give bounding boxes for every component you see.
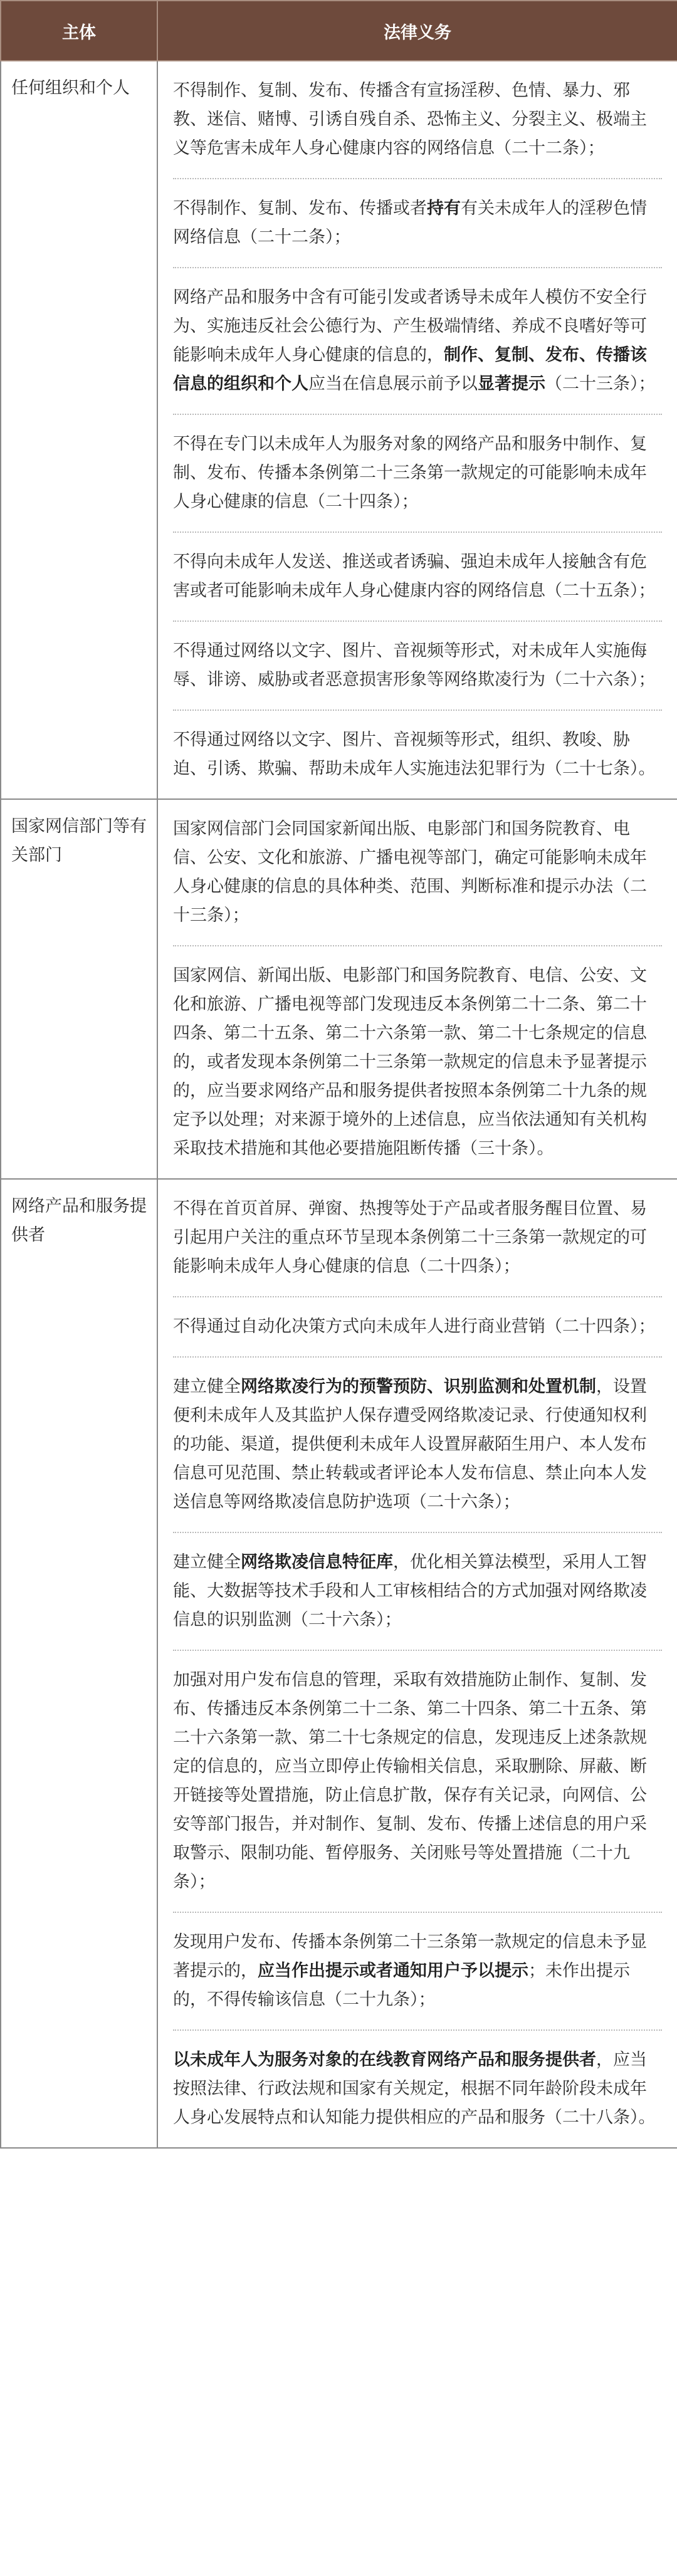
duty-paragraph xyxy=(173,1651,662,1913)
subject-cell: 国家网信部门等有关部门 xyxy=(1,799,157,1179)
duty-paragraph xyxy=(173,1358,662,1533)
duties-cell xyxy=(157,61,677,799)
emphasis-text: 持有 xyxy=(427,199,461,218)
duty-text: 发现用户发布、传播本条例第二十三条第一款规定的信息未予显著提示的， xyxy=(173,1932,647,1981)
duties-cell xyxy=(157,799,677,1179)
duty-paragraph xyxy=(173,268,662,415)
duty-text: 国家网信、新闻出版、电影部门和国务院教育、电信、公安、文化和旅游、广播电视等部门发现违反本条例第二十二条、第二十四条、第二十五条、第二十六条第一款、第二十七条规定的信息的，或者发现本条例第二十三条第一款规定的信息未予显著提示的，应当要求网络产品和服务提供者按照本条例第二十九条的规定予以处理；对来源于境外的上述信息，应当依法通知有关机构采取技术措施和其他必要措施阻断传播（三十条）。 xyxy=(173,966,647,1158)
duty-text: 不得在专门以未成年人为服务对象的网络产品和服务中制作、复制、发布、传播本条例第二十三条第一款规定的可能影响未成年人身心健康的信息（二十四条）； xyxy=(173,434,647,511)
duty-text: 建立健全 xyxy=(173,1552,241,1572)
duty-paragraph xyxy=(173,946,662,1178)
table-row xyxy=(1,1179,677,2148)
emphasis-text: 显著提示 xyxy=(478,374,545,394)
duty-text: 不得制作、复制、发布、传播含有宣扬淫秽、色情、暴力、邪教、迷信、赌博、引诱自残自杀、恐怖主义、分裂主义、极端主义等危害未成年人身心健康内容的网络信息（二十二条）； xyxy=(173,81,647,158)
subject-cell: 任何组织和个人 xyxy=(1,61,157,799)
duty-paragraph xyxy=(173,711,662,798)
duty-paragraph xyxy=(173,61,662,179)
duty-text: 不得在首页首屏、弹窗、热搜等处于产品或者服务醒目位置、易引起用户关注的重点环节呈现本条例第二十三条第一款规定的可能影响未成年人身心健康的信息（二十四条）； xyxy=(173,1199,647,1276)
duty-paragraph xyxy=(173,1913,662,2031)
duty-text: ；未作出提示的，不得传输该信息（二十九条）； xyxy=(173,1961,630,2009)
duty-paragraph xyxy=(173,533,662,622)
duty-text: ，优化相关算法模型，采用人工智能、大数据等技术手段和人工审核相结合的方式加强对网络欺凌信息的识别监测（二十六条）； xyxy=(173,1552,647,1630)
duty-text: 不得通过网络以文字、图片、音视频等形式，对未成年人实施侮辱、诽谤、威胁或者恶意损害形象等网络欺凌行为（二十六条）； xyxy=(173,641,656,689)
header-subject: 主体 xyxy=(1,1,157,61)
duty-text: 建立健全 xyxy=(173,1377,241,1396)
emphasis-text: 以未成年人为服务对象的在线教育网络产品和服务提供者 xyxy=(173,2050,596,2070)
duty-paragraph xyxy=(173,1533,662,1651)
subject-cell: 网络产品和服务提供者 xyxy=(1,1179,157,2148)
duty-paragraph xyxy=(173,1297,662,1358)
duty-text: 国家网信部门会同国家新闻出版、电影部门和国务院教育、电信、公安、文化和旅游、广播电视等部门，确定可能影响未成年人身心健康的信息的具体种类、范围、判断标准和提示办法（二十三条）； xyxy=(173,819,647,925)
duty-text: ，设置便利未成年人及其监护人保存遭受网络欺凌记录、行使通知权利的功能、渠道，提供便利未成年人设置屏蔽陌生用户、本人发布信息可见范围、禁止转载或者评论本人发布信息、禁止向本人发送信息等网络欺凌信息防护选项（二十六条）； xyxy=(173,1377,647,1512)
duties-cell xyxy=(157,1179,677,2148)
header-duties: 法律义务 xyxy=(157,1,677,61)
duty-text: 网络产品和服务中含有可能引发或者诱导未成年人模仿不安全行为、实施违反社会公德行为、产生极端情绪、养成不良嗜好等可能影响未成年人身心健康的信息的， xyxy=(173,288,647,365)
emphasis-text: 网络欺凌信息特征库 xyxy=(241,1552,393,1572)
emphasis-text: 网络欺凌行为的预警预防、识别监测和处置机制 xyxy=(241,1377,596,1396)
duty-text: 有关未成年人的淫秽色情网络信息（二十二条）； xyxy=(173,199,647,247)
duty-text: （二十三条）； xyxy=(545,374,656,394)
duty-paragraph xyxy=(173,622,662,711)
duty-text: 不得通过自动化决策方式向未成年人进行商业营销（二十四条）； xyxy=(173,1317,656,1336)
duty-paragraph xyxy=(173,1180,662,1297)
duty-text: 加强对用户发布信息的管理，采取有效措施防止制作、复制、发布、传播违反本条例第二十二条、第二十四条、第二十五条、第二十六条第一款、第二十七条规定的信息，发现违反上述条款规定的信息的，应当立即停止传输相关信息，采取删除、屏蔽、断开链接等处置措施，防止信息扩散，保存有关记录，向网信、公安等部门报告，并对制作、复制、发布、传播上述信息的用户采取警示、限制功能、暂停服务、关闭账号等处置措施（二十九条）； xyxy=(173,1670,647,1892)
table-body xyxy=(1,61,677,2148)
duty-paragraph xyxy=(173,415,662,533)
duty-paragraph xyxy=(173,179,662,268)
duty-text: 不得通过网络以文字、图片、音视频等形式，组织、教唆、胁迫、引诱、欺骗、帮助未成年人实施违法犯罪行为（二十七条）。 xyxy=(173,730,656,778)
emphasis-text: 应当作出提示或者通知用户予以提示 xyxy=(258,1961,528,1981)
table-header-row xyxy=(1,1,677,61)
duty-text: 应当在信息展示前予以 xyxy=(308,374,478,394)
duty-paragraph xyxy=(173,2031,662,2147)
table-row xyxy=(1,799,677,1179)
duty-text: 不得向未成年人发送、推送或者诱骗、强迫未成年人接触含有危害或者可能影响未成年人身心健康内容的网络信息（二十五条）； xyxy=(173,552,656,600)
duty-paragraph xyxy=(173,800,662,946)
table-row xyxy=(1,61,677,799)
duty-text: ，应当按照法律、行政法规和国家有关规定，根据不同年龄阶段未成年人身心发展特点和认知能力提供相应的产品和服务（二十八条）。 xyxy=(173,2050,656,2127)
emphasis-text: 制作、复制、发布、传播该信息的组织和个人 xyxy=(173,345,647,394)
duty-text: 不得制作、复制、发布、传播或者 xyxy=(173,199,427,218)
